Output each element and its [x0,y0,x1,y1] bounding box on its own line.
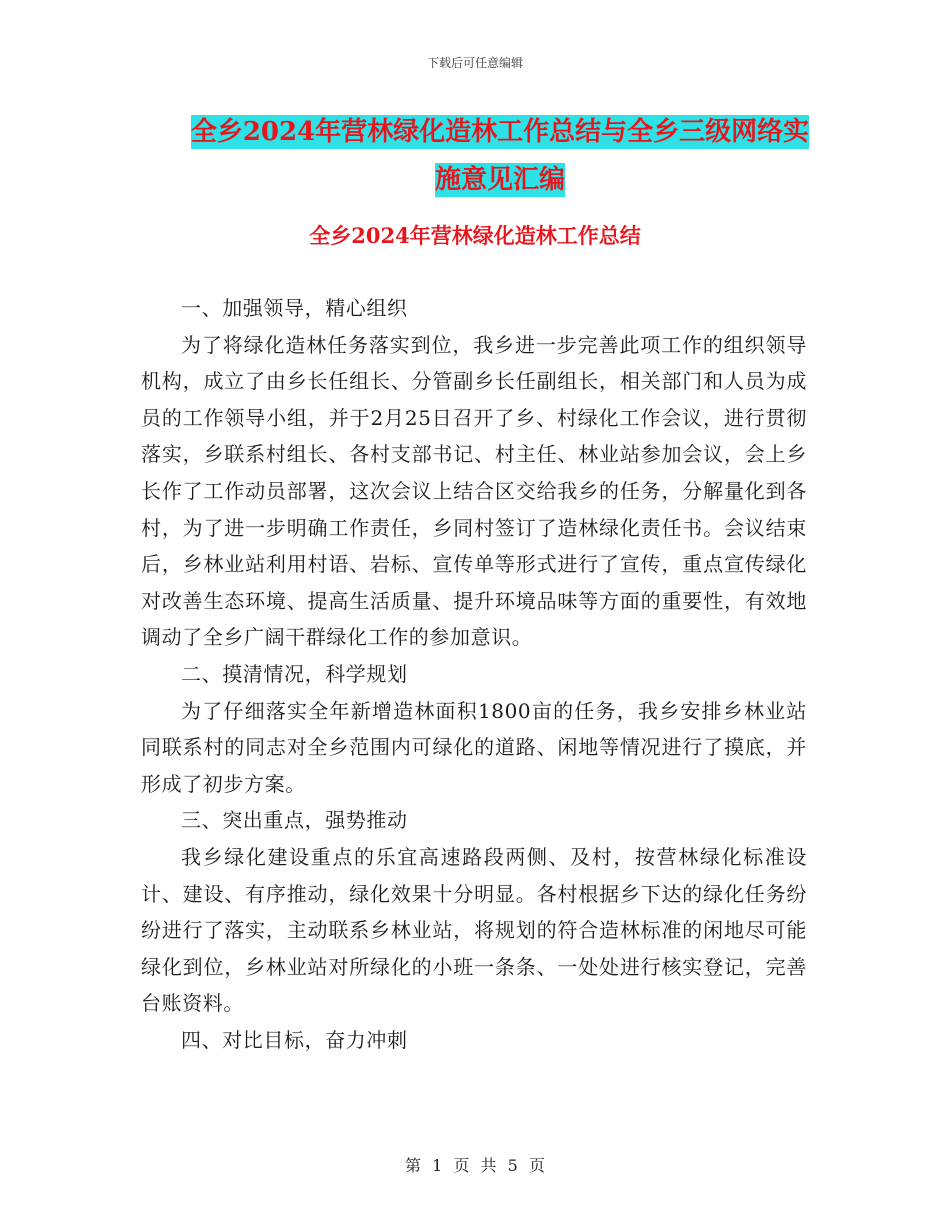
document-body [141,290,807,1058]
document-title [180,108,820,204]
heading-3: 三、突出重点，强势推动 [181,808,408,833]
footer-page-number: 1 [432,1156,443,1175]
page-footer [0,1153,950,1176]
section-title: 全乡2024年营林绿化造林工作总结 [309,223,641,248]
footer-suffix: 页 [528,1156,545,1175]
footer-total-prefix: 共 [480,1156,497,1175]
document-title-line-1: 全乡2024年营林绿化造林工作总结与全乡三级网络实 [190,117,810,147]
footer-prefix: 第 [405,1156,422,1175]
footer-total-pages: 5 [507,1156,518,1175]
paragraph-3: 我乡绿化建设重点的乐宜高速路段两侧、及村，按营林绿化标准设计、建设、有序推动，绿化效果十分明显。各村根据乡下达的绿化任务纷纷进行了落实，主动联系乡林业站，将规划的符合造林标准的闲地尽可能绿化到位，乡林业站对所绿化的小班一条条、一处处进行核实登记，完善台账资料。 [141,844,807,1016]
heading-4: 四、对比目标，奋力冲刺 [181,1027,408,1052]
footer-mid: 页 [453,1156,470,1175]
paragraph-1: 为了将绿化造林任务落实到位，我乡进一步完善此项工作的组织领导机构，成立了由乡长任组长、分管副乡长任副组长，相关部门和人员为成员的工作领导小组，并于2月25日召开了乡、村绿化工作会议，进行贯彻落实，乡联系村组长、各村支部书记、村主任、林业站参加会议，会上乡长作了工作动员部署，这次会议上结合区交给我乡的任务，分解量化到各村，为了进一步明确工作责任，乡同村签订了造林绿化责任书。会议结束后，乡林业站利用村语、岩标、宣传单等形式进行了宣传，重点宣传绿化对改善生态环境、提高生活质量、提升环境品味等方面的重要性，有效地调动了全乡广阔干群绿化工作的参加意识。 [141,332,807,650]
document-title-line-2: 施意见汇编 [434,165,565,195]
heading-1: 一、加强领导，精心组织 [181,296,408,320]
heading-2: 二、摸清情况，科学规划 [181,661,408,686]
header-note: 下载后可任意编辑 [426,56,523,70]
paragraph-2: 为了仔细落实全年新增造林面积1800亩的任务，我乡安排乡林业站同联系村的同志对全乡范围内可绿化的道路、闲地等情况进行了摸底，并形成了初步方案。 [141,698,807,796]
